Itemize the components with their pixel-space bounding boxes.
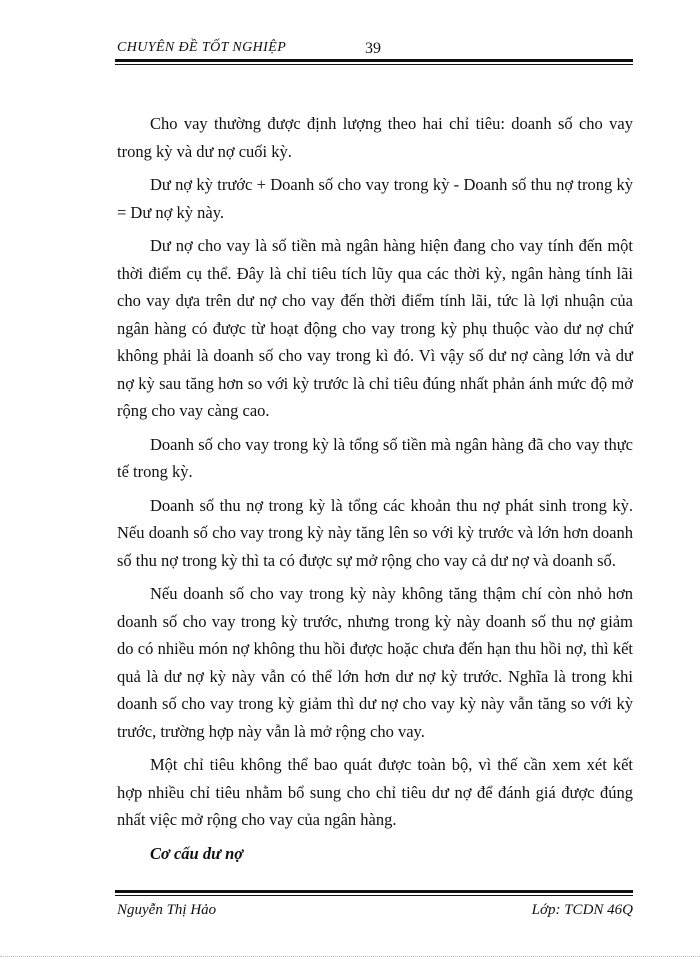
- header-title: CHUYÊN ĐỀ TỐT NGHIỆP: [117, 40, 287, 55]
- header-rule-thick: [115, 59, 633, 62]
- paragraph: Cho vay thường được định lượng theo hai chỉ tiêu: doanh số cho vay trong kỳ và dư nợ cuối kỳ.: [117, 114, 633, 161]
- page-number: 39: [365, 40, 381, 57]
- paragraph: Dư nợ kỳ trước + Doanh số cho vay trong kỳ - Doanh số thu nợ trong kỳ = Dư nợ kỳ này.: [117, 175, 633, 222]
- footer-rule-thick: [115, 890, 633, 893]
- body-text: [117, 110, 633, 873]
- page-bottom-border: [0, 956, 700, 957]
- section-heading: Cơ cấu dư nợ: [150, 843, 244, 863]
- paragraph: Dư nợ cho vay là số tiền mà ngân hàng hiện đang cho vay tính đến một thời điểm cụ thể. Đây là chỉ tiêu tích lũy qua các thời kỳ, ngân hàng tính lãi cho vay dựa trên dư nợ cho vay đến thời điểm tính lãi, tức là lợi nhuận của ngân hàng có được từ hoạt động cho vay trong kỳ phụ thuộc vào dư nợ chứ không phải là doanh số cho vay trong kì đó. Vì vậy số dư nợ càng lớn và dư nợ kỳ sau tăng hơn so với kỳ trước là chỉ tiêu đúng nhất phản ánh mức độ mở rộng cho vay càng cao.: [117, 236, 633, 420]
- footer-author: Nguyễn Thị Hảo: [117, 902, 217, 918]
- paragraph: Doanh số thu nợ trong kỳ là tổng các khoản thu nợ phát sinh trong kỳ. Nếu doanh số cho vay trong kỳ này tăng lên so với kỳ trước và lớn hơn doanh số thu nợ trong kỳ thì ta có được sự mở rộng cho vay cả dư nợ và doanh số.: [117, 495, 633, 570]
- footer-rule-thin: [115, 895, 633, 896]
- paragraph: Nếu doanh số cho vay trong kỳ này không tăng thậm chí còn nhỏ hơn doanh số cho vay trong kỳ trước, nhưng trong kỳ này doanh số thu nợ giảm do có nhiều món nợ không thu hồi được hoặc chưa đến hạn thu hồi nợ, thì kết quả là dư nợ kỳ này vẫn có thể lớn hơn dư nợ kỳ trước. Nghĩa là trong khi doanh số cho vay trong kỳ giảm thì dư nợ cho vay kỳ này vẫn tăng so với kỳ trước, trường hợp này vẫn là mở rộng cho vay.: [117, 584, 633, 741]
- header-rule-thin: [115, 64, 633, 65]
- paragraph: Doanh số cho vay trong kỳ là tổng số tiền mà ngân hàng đã cho vay thực tế trong kỳ.: [117, 434, 633, 481]
- footer-class: Lớp: TCDN 46Q: [531, 902, 633, 918]
- paragraph: Một chỉ tiêu không thể bao quát được toàn bộ, vì thế cần xem xét kết hợp nhiều chỉ tiêu nhằm bổ sung cho chỉ tiêu dư nợ để đánh giá được đúng nhất việc mở rộng cho vay của ngân hàng.: [117, 755, 633, 829]
